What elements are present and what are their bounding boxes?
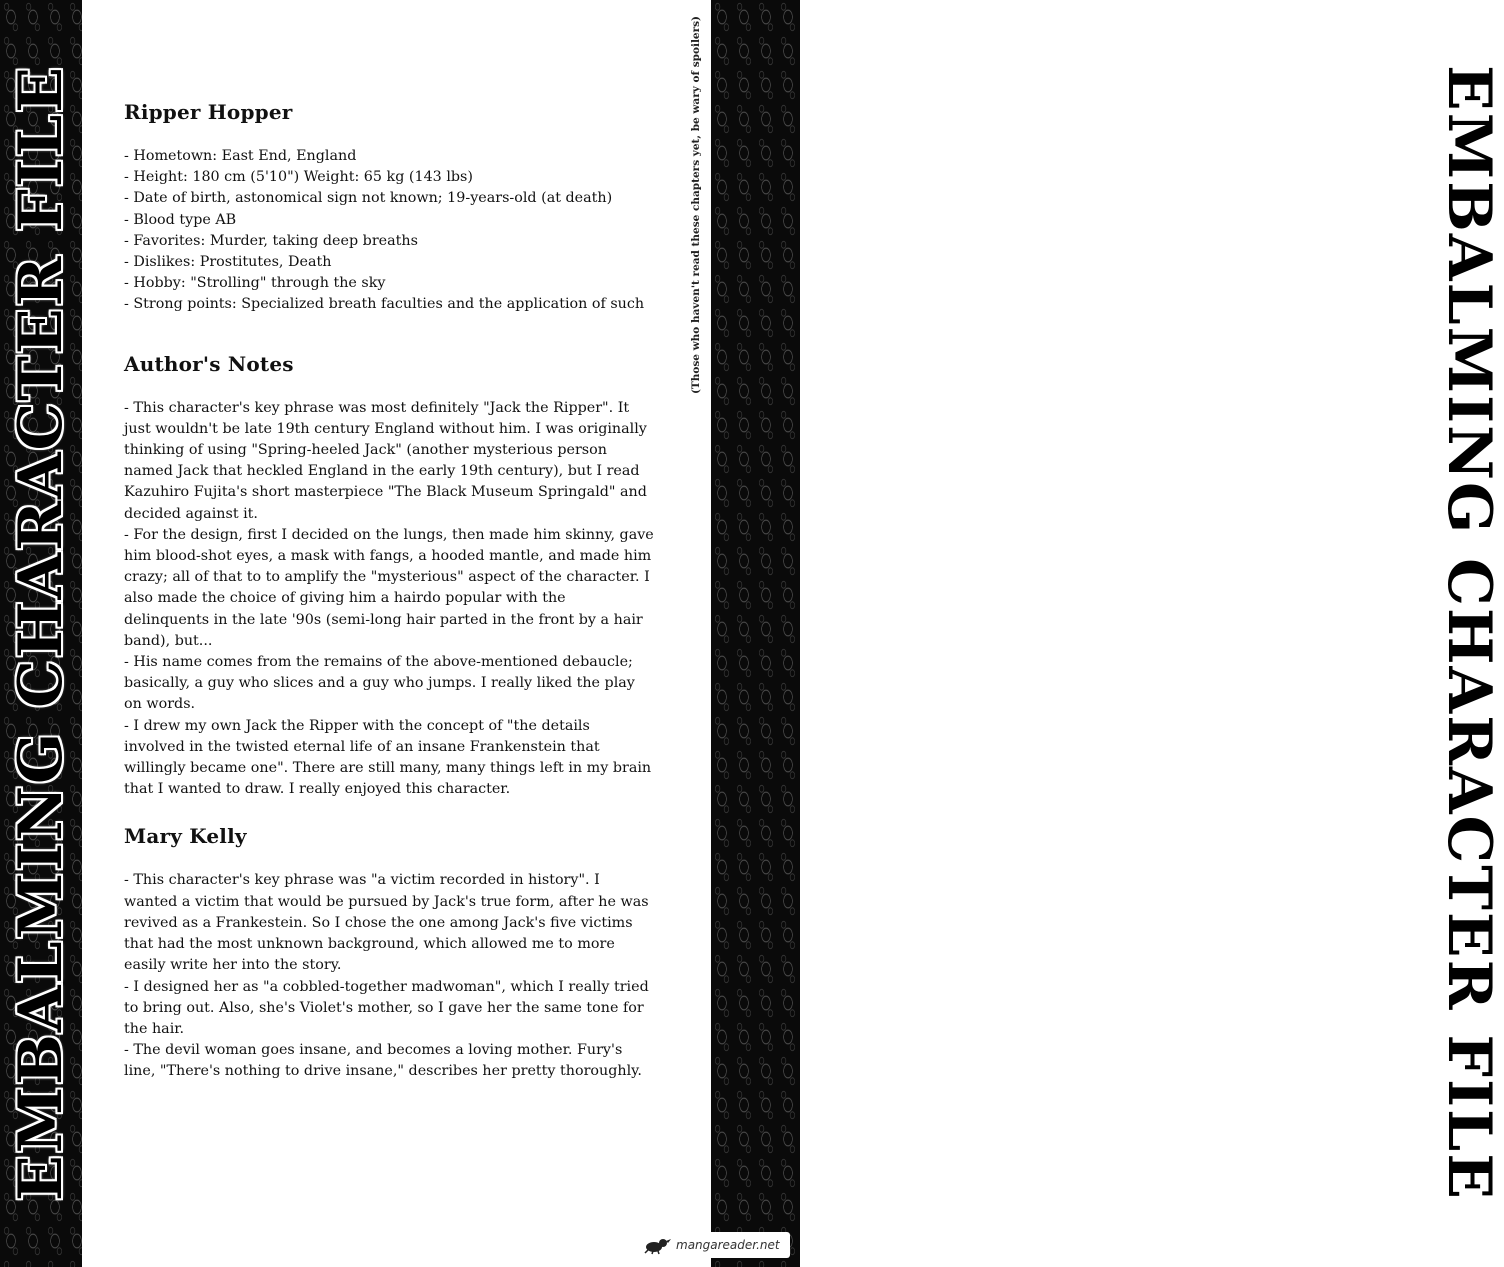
- character-file-content: [124, 100, 654, 1083]
- authors-notes-body: [124, 398, 654, 801]
- left-ornamental-border: [0, 0, 82, 1267]
- profile-item: - Hobby: "Strolling" through the sky: [124, 275, 386, 292]
- profile-item: - Date of birth, astonomical sign not known; 19-years-old (at death): [124, 190, 613, 207]
- note-paragraph: - This character's key phrase was most definitely "Jack the Ripper". It just wouldn't be late 19th century England without him. I was originally thinking of using "Spring-heeled Jack" (another mysterious person named Jack that heckled England in the early 19th century), but I read Kazuhiro Fujita's short masterpiece "The Black Museum Springald" and decided against it.: [124, 399, 647, 522]
- character2-name: Mary Kelly: [124, 824, 247, 849]
- authors-notes-title: Author's Notes: [124, 351, 294, 376]
- note-paragraph: - The devil woman goes insane, and becomes a loving mother. Fury's line, "There's nothing to drive insane," describes her pretty thoroughly.: [124, 1042, 642, 1080]
- profile-item: - Strong points: Specialized breath faculties and the application of such: [124, 296, 645, 313]
- spoiler-note: (Those who haven't read these chapters yet, be wary of spoilers): [690, 15, 702, 395]
- mascot-icon: [644, 1236, 672, 1254]
- profile-item: - Height: 180 cm (5'10") Weight: 65 kg (143 lbs): [124, 169, 473, 186]
- note-paragraph: - I designed her as "a cobbled-together madwoman", which I really tried to bring out. Also, she's Violet's mother, so I gave her the same tone for the hair.: [124, 978, 649, 1037]
- profile-item: - Dislikes: Prostitutes, Death: [124, 254, 332, 271]
- profile-item: - Hometown: East End, England: [124, 148, 357, 164]
- watermark: [640, 1232, 790, 1258]
- note-paragraph: - His name comes from the remains of the above-mentioned debaucle; basically, a guy who slices and a guy who jumps. I really liked the play on words.: [124, 654, 635, 713]
- note-paragraph: - This character's key phrase was "a victim recorded in history". I wanted a victim that would be pursued by Jack's true form, after he was revived as a Frankestein. So I chose the one among Jack's five victims that had the most unknown background, which allowed me to more easily write her into the story.: [124, 872, 649, 974]
- character2-notes-body: [124, 870, 654, 1082]
- profile-item: - Favorites: Murder, taking deep breaths: [124, 232, 418, 249]
- character1-profile: [124, 146, 654, 316]
- spine-title-left: EMBALMING CHARACTER FILE: [6, 65, 76, 1201]
- profile-item: - Blood type AB: [124, 211, 237, 228]
- note-paragraph: - I drew my own Jack the Ripper with the concept of "the details involved in the twisted eternal life of an insane Frankenstein that willingly became one". There are still many, many things left in my brain that I wanted to draw. I really enjoyed this character.: [124, 717, 652, 798]
- right-ornamental-border: [711, 0, 1504, 1267]
- watermark-text: mangareader.net: [676, 1238, 780, 1252]
- spine-title-right: EMBALMING CHARACTER FILE: [1434, 65, 1504, 1201]
- character1-name: Ripper Hopper: [124, 100, 293, 124]
- note-paragraph: - For the design, first I decided on the lungs, then made him skinny, gave him blood-shot eyes, a mask with fangs, a hooded mantle, and made him crazy; all of that to to amplify the "mysterious" aspect of the character. I also made the choice of giving him a hairdo popular with the delinquents in the late '90s (semi-long hair parted in the front by a hair band), but...: [124, 526, 654, 649]
